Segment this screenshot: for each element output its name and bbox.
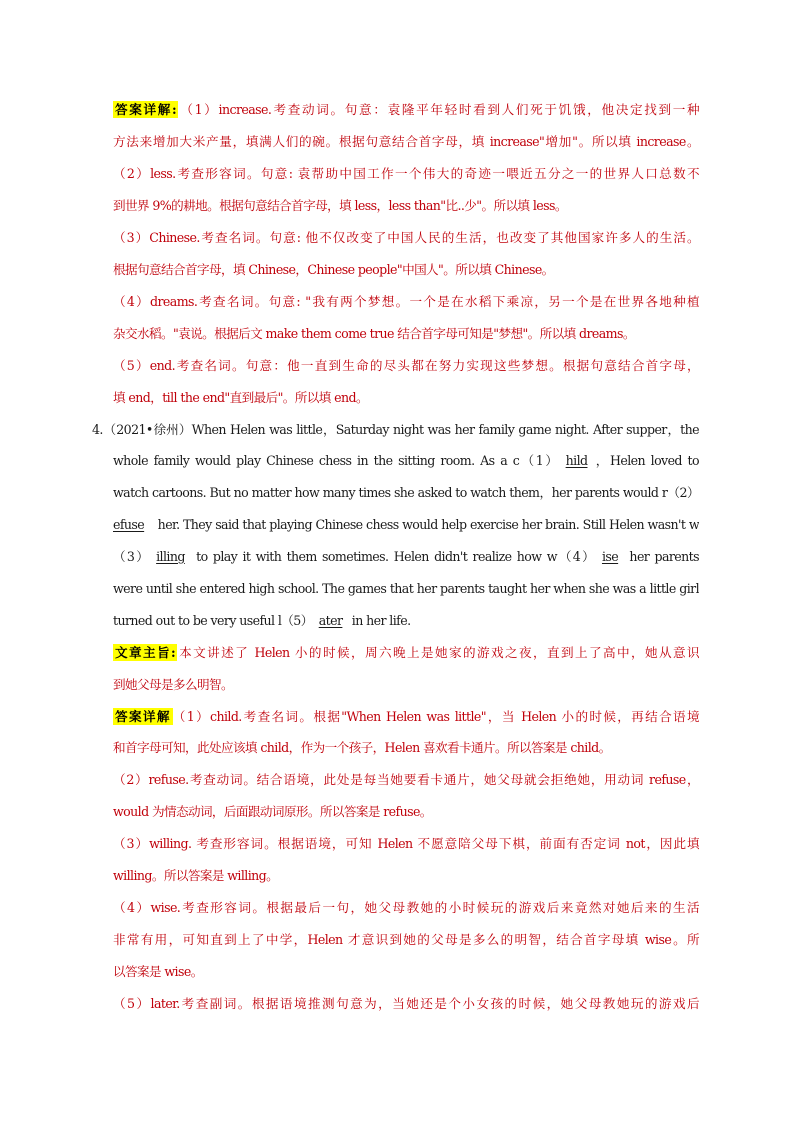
q4-line-4: efuse her. They said that playing Chinese chess would help exercise her brain. Still Helen wasn't w [113, 515, 699, 535]
answer1-tag: 答案详解: [115, 102, 177, 117]
answer2-line-2: 和首字母可知，此处应该填 child，作为一个孩子，Helen 喜欢看卡通片。所以答案是 child。 [113, 740, 611, 755]
answer2-line-6: willing。所以答案是 willing。 [113, 868, 279, 883]
q4-blank-2: efuse [113, 517, 145, 532]
q4-line-7: turned out to be very useful l（5） ater in her life. [113, 611, 699, 631]
answer1-line-2: 方法来增加大米产量，填满人们的碗。根据句意结合首字母，填 increase"增加"。所以填 increase。 [113, 134, 699, 149]
summary-tag: 文章主旨: [115, 645, 176, 660]
answer1-line-4: 到世界 9%的耕地。根据句意结合首字母，填 less，less than"比..少"。所以填 less。 [113, 198, 567, 213]
summary-line-1: 文章主旨: 本文讲述了 Helen 小的时候，周六晚上是她家的游戏之夜，直到上了高中，她从意识 [115, 645, 699, 660]
q4-blank-1: hild [565, 453, 588, 468]
answer1-line-9: （5）end.考查名词。句意：他一直到生命的尽头都在努力实现这些梦想。根据句意结合首字母， [113, 358, 699, 373]
q4-blank-4: ise [601, 549, 619, 564]
q4-line-2: whole family would play Chinese chess in the sitting room. As a c（1） hild ，Helen loved to [113, 451, 699, 471]
answer1-line-5: （3）Chinese.考查名词。句意: 他不仅改变了中国人民的生活，也改变了其他国家许多人的生活。 [113, 230, 699, 245]
answer1-line-1: 答案详解: （1）increase.考查动词。句意：袁隆平年轻时看到人们死于饥饿，他决定找到一种 [115, 102, 699, 117]
answer1-line-10: 填 end，till the end"直到最后"。所以填 end。 [113, 390, 368, 405]
answer2-line-8: 非常有用，可知直到上了中学，Helen 才意识到她的父母是多么的明智，结合首字母填 wise。所 [113, 932, 699, 947]
answer2-line-9: 以答案是 wise。 [113, 964, 203, 979]
answer1-line-8: 杂交水稻。"袁说。根据后文 make them come true 结合首字母可知是"梦想"。所以填 dreams。 [113, 326, 635, 341]
q4-blank-5: ater [318, 613, 343, 628]
answer1-line-6: 根据句意结合首字母，填 Chinese，Chinese people"中国人"。所以填 Chinese。 [113, 262, 554, 277]
summary-line-2: 到她父母是多么明智。 [113, 677, 233, 692]
answer1-line-7: （4）dreams.考查名词。句意: "我有两个梦想。一个是在水稻下乘凉，另一个是在世界各地种植 [113, 294, 699, 309]
answer1-line-3: （2）less.考查形容词。句意: 袁帮助中国工作一个伟大的奇迹一喂近五分之一的世界人口总数不 [113, 166, 699, 181]
q4-line-3: watch cartoons. But no matter how many times she asked to watch them，her parents would r（2） [113, 485, 699, 500]
answer2-line-7: （4）wise.考查形容词。根据最后一句，她父母教她的小时候玩的游戏后来竟然对她后来的生活 [113, 900, 699, 915]
q4-line-1: 4.（2021•徐州）When Helen was little，Saturday night was her family game night. After supper，the [92, 422, 699, 437]
answer2-line-4: would 为情态动词，后面跟动词原形。所以答案是 refuse。 [113, 804, 432, 819]
q4-line-5: （3） illing to play it with them sometimes. Helen didn't realize how w（4） ise her parents [113, 547, 699, 567]
answer2-line-10: （5）later.考查副词。根据语境推测句意为，当她还是个小女孩的时候，她父母教她玩的游戏后 [113, 996, 699, 1011]
answer2-line-5: （3）willing. 考查形容词。根据语境，可知 Helen 不愿意陪父母下棋，前面有否定词 not，因此填 [113, 836, 699, 851]
answer2-line-1: 答案详解 （1）child.考查名词。根据"When Helen was little"，当 Helen 小的时候，再结合语境 [115, 709, 699, 724]
answer2-line-3: （2）refuse.考查动词。结合语境，此处是每当她要看卡通片，她父母就会拒绝她，用动词 refuse， [113, 772, 699, 787]
q4-line-6: were until she entered high school. The games that her parents taught her when she was a little girl [113, 581, 699, 596]
q4-blank-3: illing [156, 549, 185, 564]
answer2-tag: 答案详解 [115, 709, 171, 724]
